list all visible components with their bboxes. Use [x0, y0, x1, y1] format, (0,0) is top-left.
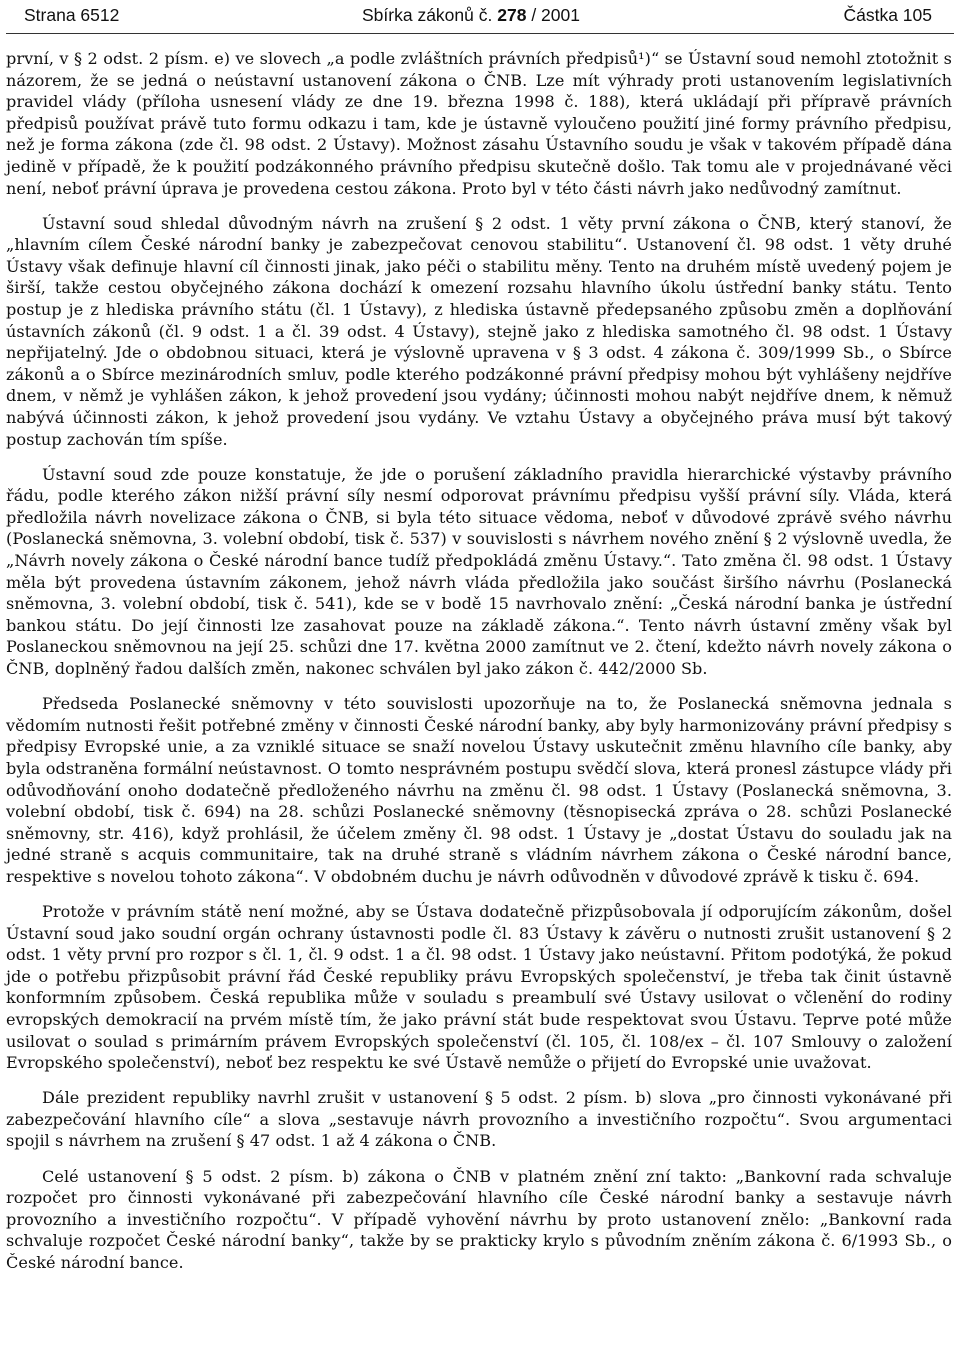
- issue-number: Částka 105: [843, 5, 932, 25]
- header-divider: [6, 33, 954, 34]
- paragraph: Ústavní soud zde pouze konstatuje, že jde o porušení základního pravidla hierarchické výstavby právního řádu, podle kterého zákon nižší právní síly nesmí odporovat právnímu předpisu vyšší právní síly. Vláda, která předložila návrh novelizace zákona o ČNB, si byla této situace vědoma, neboť v důvodové zprávě svého návrhu (Poslanecká sněmovna, 3. volební období, tisk č. 537) v souvislosti s návrhem nového znění § 2 výslovně uvedla, že „Návrh novely zákona o České národní bance tudíž předpokládá změnu Ústavy.“. Tato změna čl. 98 odst. 1 Ústavy měla být provedena ústavním zákonem, jehož návrh vláda předložila jako součást širšího návrhu (Poslanecká sněmovna, 3. volební období, tisk č. 541), kde se v bodě 15 navrhovalo znění: „Česká národní banka je ústřední bankou státu. Do její činnosti lze zasahovat pouze na základě zákona.“. Tento návrh ústavní změny však byl Poslaneckou sněmovnou na její 25. schůzi dne 17. května 2000 zamítnut ve 2. čtení, kdežto návrh novely zákona o ČNB, doplněný řadou dalších změn, nakonec schválen byl jako zákon č. 442/2000 Sb.: [6, 464, 952, 679]
- page-number: Strana 6512: [24, 5, 120, 25]
- paragraph: Dále prezident republiky navrhl zrušit v ustanovení § 5 odst. 2 písm. b) slova „pro činnosti vykonávané při zabezpečování hlavního cíle“ a slova „sestavuje návrh provozního a investičního rozpočtu“. Svou argumentaci spojil s návrhem na zrušení § 47 odst. 1 až 4 zákona o ČNB.: [6, 1088, 952, 1151]
- paragraph: Protože v právním státě není možné, aby se Ústava dodatečně přizpůsobovala jí odporujícím zákonům, došel Ústavní soud jako soudní orgán ochrany ústavnosti podle čl. 83 Ústavy k závěru o nutnosti zrušit ustanovení § 2 odst. 1 věty první pro rozpor s čl. 1, čl. 9 odst. 1 a čl. 98 odst. 1 Ústavy jako neústavní. Přitom podotýká, že pokud jde o potřebu přizpůsobit právní řád České republiky právu Evropských společenství, je třeba tak činit ústavně konformním způsobem. Česká republika může v souladu s preambulí své Ústavy usilovat o včlenění do rodiny evropských demokracií na prvém místě tím, že jako právní stát bude respektovat svou Ústavu. Teprve poté může usilovat o soulad s primárním právem Evropských společenství (čl. 105, čl. 108/ex – čl. 107 Smlouvy o založení Evropského společenství), neboť bez respektu ke své Ústavě nemůže o přijetí do Evropské unie uvažovat.: [6, 901, 952, 1073]
- paragraph: Předseda Poslanecké sněmovny v této souvislosti upozorňuje na to, že Poslanecká sněmovna jednala s vědomím nutnosti řešit potřebné změny v činnosti České národní banky, aby byly harmonizovány právní předpisy s předpisy Evropské unie, a za vzniklé situace se snaží novelou Ústavy uskutečnit změnu hlavního cíle banky, aby byla odstraněna formální neústavnost. O tomto nesprávném postupu svědčí slova, která pronesl zástupce vlády při odůvodňování onoho dodatečně předloženého návrhu na změnu čl. 98 odst. 1 Ústavy (Poslanecká sněmovna, 3. volební období, tisk č. 694) na 28. schůzi Poslanecké sněmovny (těsnopisecká zpráva o 28. schůzi Poslanecké sněmovny, str. 416), když prohlásil, že účelem změny čl. 98 odst. 1 Ústavy je „dostat Ústavu do souladu jak na jedné straně s acquis communitaire, tak na druhé straně s vládním návrhem zákona o České národní bance, respektive s novelou tohoto zákona“. V obdobném duchu je návrh odůvodněn v důvodové zprávě k tisku č. 694.: [6, 694, 952, 886]
- collection-label: Sbírka zákonů č.: [362, 5, 493, 25]
- paragraph: Celé ustanovení § 5 odst. 2 písm. b) zákona o ČNB v platném znění zní takto: „Bankovní rada schvaluje rozpočet pro činnosti vykonávané při zabezpečování hlavního cíle České národní banky a sestavuje návrh provozního a investičního rozpočtu“. V případě vyhovění návrhu by proto ustanovení znělo: „Bankovní rada schvaluje rozpočet České národní banky“, takže by se prakticky krylo s původním zněním zákona č. 6/1993 Sb., o České národní bance.: [6, 1166, 952, 1272]
- paragraph-continuation: první, v § 2 odst. 2 písm. e) ve slovech „a podle zvláštních právních předpisů¹)“ se Ústavní soud nemohl ztotožnit s názorem, že se jedná o neústavní ustanovení zákona o ČNB. Lze mít výhrady proti ustanovením legislativních pravidel vlády (příloha usnesení vlády ze dne 19. března 1998 č. 188), která ukládají při přípravě právních předpisů používat právě tuto formu odkazu i tam, kde je ústavně vyloučeno použití jiné formy právního předpisu, než je forma zákona (zde čl. 98 odst. 2 Ústavy). Možnost zásahu Ústavního soudu je však v takovém případě dána jedině v případě, že k použití podzákonného právního předpisu skutečně došlo. Tak tomu ale v projednávané věci není, neboť právní úprava je provedena cestou zákona. Proto byl v této části návrh jako nedůvodný zamítnut.: [6, 49, 952, 198]
- act-number: 278: [497, 5, 527, 25]
- collection-year: / 2001: [531, 5, 580, 25]
- running-header: [6, 2, 954, 32]
- paragraph: Ústavní soud shledal důvodným návrh na zrušení § 2 odst. 1 věty první zákona o ČNB, který stanoví, že „hlavním cílem České národní banky je zabezpečovat cenovou stabilitu“. Ustanovení čl. 98 odst. 1 věty druhé Ústavy však definuje hlavní cíl činnosti jinak, jako péči o stabilitu měny. Tento na druhém místě uvedený pojem je širší, takže cestou obyčejného zákona dochází k omezení rozsahu hlavního úkolu ústřední banky státu. Tento postup je z hlediska právního státu (čl. 1 Ústavy), z hlediska ústavně předepsaného způsobu změn a doplňování ústavních zákonů (čl. 9 odst. 1 a čl. 39 odst. 4 Ústavy), stejně jako z hlediska samotného čl. 98 odst. 1 Ústavy nepřijatelný. Jde o obdobnou situaci, která je výslovně upravena v § 3 odst. 4 zákona č. 309/1999 Sb., o Sbírce zákonů a o Sbírce mezinárodních smluv, podle kterého podzákonné právní předpisy mohou být vyhlášeny nejdříve dnem, v němž je vyhlášen zákon, k jehož provedení jsou vydány; účinnosti mohou nabýt nejdříve dnem, k němuž nabývá účinnosti zákon, k jehož provedení jsou vydány. Ve vztahu Ústavy a obyčejného práva musí být takový postup zachován tím spíše.: [6, 213, 952, 449]
- document-body: [6, 48, 952, 1287]
- collection-title: [362, 2, 580, 28]
